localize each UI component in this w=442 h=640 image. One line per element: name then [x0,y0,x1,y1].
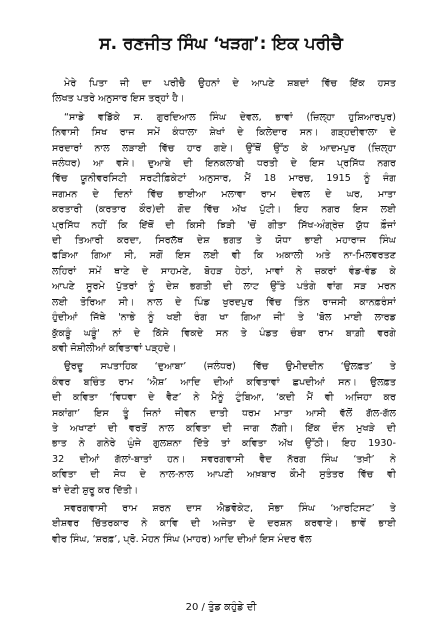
paragraph [52,110,396,357]
text-line: ਕਰਤਾਰੀ (ਕਰਤਾਰ ਕੌਰ)ਦੀ ਗੋਦ ਵਿੱਚ ਅੱਖ ਪੁੱਟੀ। ਇਹ ਨਗਰ ਇਸ ਲਈ [52,204,396,216]
text-line: ਲਹਿਰਾਂ ਸਮੇਂ ਥਾਣੇ ਦੇ ਸਾਹਮਣੇ, ਬੋਹੜ ਹੇਠਾਂ, ਮਾਵਾਂ ਨੇ ਜ਼ਕਰਾਂ ਵੰਡ-ਵੰਡ ਕੇ [52,265,396,277]
text-line: 32 ਦੀਆਂ ਗੱਲਾਂ-ਬਾਤਾਂ ਹਨ। ਸਵਰਗਵਾਸੀ ਵੈਦ ਨੱਰਗ ਸਿੰਘ ‘ਤਖ਼ੀ’ ਨੇ [52,453,396,465]
text-line: ਭਾਤ ਨੇ ਗਨੇਰੇ ਘੁੰਜੇ ਗੁਲਸ਼ਨਾ ਦਿੱਤੇ ਤਾਂ ਕਵਿਤਾ ਅੱਖ ਉੱਠੀ। ਇਹ 1930- [52,438,396,450]
text-line: ਕਵਿਤਾ ਦੀ ਸੋਧ ਦੇ ਨਾਲ-ਨਾਲ ਆਪਣੀ ਅਖ਼ਬਾਰ ਕੌਮੀ ਸੁਤੰਤਰ ਵਿੱਚ ਵੀ [52,469,396,481]
paragraph [52,359,396,498]
text-line: ਸਵਰਗਵਾਸੀ ਰਾਮ ਸ਼ਰਨ ਦਾਸ ਐਡਵੋਕੇਟ, ਸੋਭਾ ਸਿੰਘ ‘ਆਰਟਿਸਟ’ ਤੇ [64,502,396,514]
text-line: ਕੰਵਰ ਬਚਿੰਤ ਰਾਮ ‘ਐਸ਼’ ਆਦਿ ਦੀਆਂ ਕਵਿਤਾਵਾਂ ਛਪਦੀਆਂ ਸਨ। ਉਲਫ਼ਤ [52,376,396,388]
text-line: ਆਪਣੇ ਸੂਰਮੇ ਪੁੱਤਰਾਂ ਨੂੰ ਦੇਸ਼ ਭਗਤੀ ਦੀ ਲਾਟ ਉੱਤੇ ਪਤੰਗੇ ਵਾਂਗ ਸੜ ਮਰਨ [52,281,396,293]
text-line: ਪ੍ਰਸਿੱਧ ਨਹੀਂ ਕਿ ਇੱਥੋਂ ਦੀ ਕਿਸੀ ਝਿੜੀ 'ਚੋਂ ਗੀਤਾ ਸਿੱਖ-ਅੰਗ੍ਰੇਜ਼ ਯੁੱਧ ਫ਼ੌਜਾਂ [52,219,396,231]
text-line: ਦੀ ਕਵਿਤਾ ‘ਵਿਧਵਾ ਦੇ ਵੈਣ’ ਨੇ ਮੈਨੂੰ ਟੁੰਬਿਆ, ‘ਕਦੀ ਮੈਂ ਵੀ ਅਜਿਹਾ ਕਰ [52,392,396,404]
page-title: ਸ. ਰਣਜੀਤ ਸਿੰਘ ‘ਖੜਗ’: ਇਕ ਪਰੀਚੈ [99,34,343,54]
text-line: ਈਸ਼ਵਰ ਚਿੱਤਰਕਾਰ ਨੇ ਕਾਵਿ ਦੀ ਅਜੇਤਾ ਦੇ ਦਰਸ਼ਨ ਕਰਵਾਏ। ਭਾਵੇਂ ਭਾਈ [52,518,396,530]
text-line: ਸਰਦਾਰਾਂ ਨਾਲ ਲੜਾਈ ਵਿੱਚ ਹਾਰ ਗਏ। ਉੱਥੋਂ ਉੱਠ ਕੇ ਆਦਮਪੁਰ (ਜ਼ਿਲ੍ਹਾ [52,142,396,154]
text-line: ਵੀਰ ਸਿੰਘ, ‘ਸ਼ਰਫ਼’, ਪ੍ਰੋ. ਮੋਹਨ ਸਿੰਘ (ਮਾਹਰ) ਆਦਿ ਦੀਆਂ ਇਸ ਮੰਦਰ ਵੱਲ [52,533,312,545]
paragraph [52,501,396,547]
text-line: ਜਗਮਨ ਦੇ ਦਿਨਾਂ ਵਿੱਚ ਭਾਈਆ ਮਲਾਵਾ ਰਾਮ ਦੇਵਲ ਦੇ ਘਰ, ਮਾਤਾ [52,188,396,200]
text-line: ਨਿਵਾਸੀ ਸਿਖ ਰਾਜ ਸਮੇਂ ਕੰਧਾਲਾ ਸ਼ੇਖਾਂ ਦੇ ਕਿਲੇਦਾਰ ਸਨ। ਗੜ੍ਹਦੀਵਾਲਾ ਦੇ [52,127,396,139]
text-line: ਵਿੱਚ ਯੂਨੀਵਰਸਿਟੀ ਸਰਟੀਫ਼ਿਕੇਟਾਂ ਅਨੁਸਾਰ, ਮੈਂ 18 ਮਾਰਚ, 1915 ਨੂੰ ਜੰਗ [52,173,396,185]
page-footer: 20 / ਤੁੰਡ ਕਹੁੰਡੇ ਦੀ [185,602,257,613]
text-line: ਉਰਦੂ ਸਪਤਾਹਿਕ ‘ਦੁਆਬਾ’ (ਜਲੰਧਰ) ਵਿੱਚ ਉਮੀਦਦੀਨ ‘ਉਲਫ਼ਤ’ ਤੇ [64,361,396,373]
text-line: ਹੁੰਦੀਆਂ ਜਿੱਥੇ 'ਨਾਭੇ ਨੂੰ ਖਈ ਰੰਗ ਖਾ ਗਿਆ ਜੀ' ਤੇ 'ਬੋਲ ਮਾਈ ਲਾਰਡ [52,312,396,324]
body-text [52,76,396,547]
text-line: ਕਵੀ ਜੋਸ਼ੀਲੀਆਂ ਕਵਿਤਾਵਾਂ ਪੜ੍ਹਦੇ। [52,342,177,354]
text-line: ਫੜਿਆ ਗਿਆ ਸੀ, ਸਗੋਂ ਇਸ ਲਈ ਵੀ ਕਿ ਅਕਾਲੀ ਅਤੇ ਨਾ-ਮਿਲਵਰਤਣ [52,250,396,262]
text-line: ਕੁੱਕੜੂੰ ਘੜੂੰ' ਨਾਂ ਦੇ ਕਿੱਸੇ ਵਿਕਦੇ ਸਨ ਤੇ ਪੰਡਤ ਚੰਬਾ ਰਾਮ ਬਾਗ਼ੀ ਵਰਗੇ [52,327,396,339]
text-line: ਸਕਾਂਗਾ’ ਇਸ ਤੂੰ ਜਿਨਾਂ ਜੀਵਨ ਦਾਤੀ ਧਰਮ ਮਾਤਾ ਆਸੀ ਵੱਲੋਂ ਗੱਲ-ਗੱਲ [52,407,396,419]
text-line: ਮੇਰੇ ਪਿਤਾ ਜੀ ਦਾ ਪਰੀਚੈ ਉਹਨਾਂ ਦੇ ਆਪਣੇ ਸ਼ਬਦਾਂ ਵਿੱਚ ਇੱਕ ਹਸਤ [64,78,396,89]
text-line: ਜਲੰਧਰ) ਆ ਵਸੇ। ਦੁਆਬੇ ਦੀ ਇਨਕਲਾਬੀ ਧਰਤੀ ਦੇ ਇਸ ਪ੍ਰਸਿੱਧ ਨਗਰ [52,158,396,170]
paragraph [52,76,396,107]
text-line: ਲਈ ਤੋਰਿਆ ਸੀ। ਨਾਲ ਦੇ ਪਿੰਡ ਖੁਰਦਪੁਰ ਵਿੱਚ ਤਿੰਨ ਰਾਜਸੀ ਕਾਨਫ਼ਰੰਸਾਂ [52,296,396,308]
text-line: ਤੇ ਅਖਾਣਾਂ ਦੀ ਵਰਤੋਂ ਨਾਲ ਕਵਿਤਾ ਦੀ ਜਾਗ ਲੱਗੀ। ਇੱਕ ਦੌਨ ਮੁਖੜੇ ਦੀ [52,422,396,434]
text-line: ਥਾਂ ਦੇਣੀ ਸ਼ੁਰੂ ਕਰ ਦਿੱਤੀ। [52,484,139,496]
text-line: ਲਿਖਤ ਪਤਰੇ ਅਨੁਸਾਰ ਇਸ ਤਰ੍ਹਾਂ ਹੈ। [52,93,185,105]
text-line: “ਸਾਡੇ ਵਡਿੱਕੇ ਸ. ਗੁਰਦਿਆਲ ਸਿੰਘ ਦੇਵਲ, ਭਾਵਾਂ (ਜ਼ਿਲ੍ਹਾ ਹੁਸ਼ਿਆਰਪੁਰ) [64,111,396,123]
text-line: ਦੀ ਤਿਆਰੀ ਕਰਦਾ, ਸਿਰਲੱਥ ਦੇਸ਼ ਭਗਤ ਤੇ ਯੋਧਾ ਭਾਈ ਮਹਾਰਾਜ ਸਿੰਘ [52,235,396,247]
